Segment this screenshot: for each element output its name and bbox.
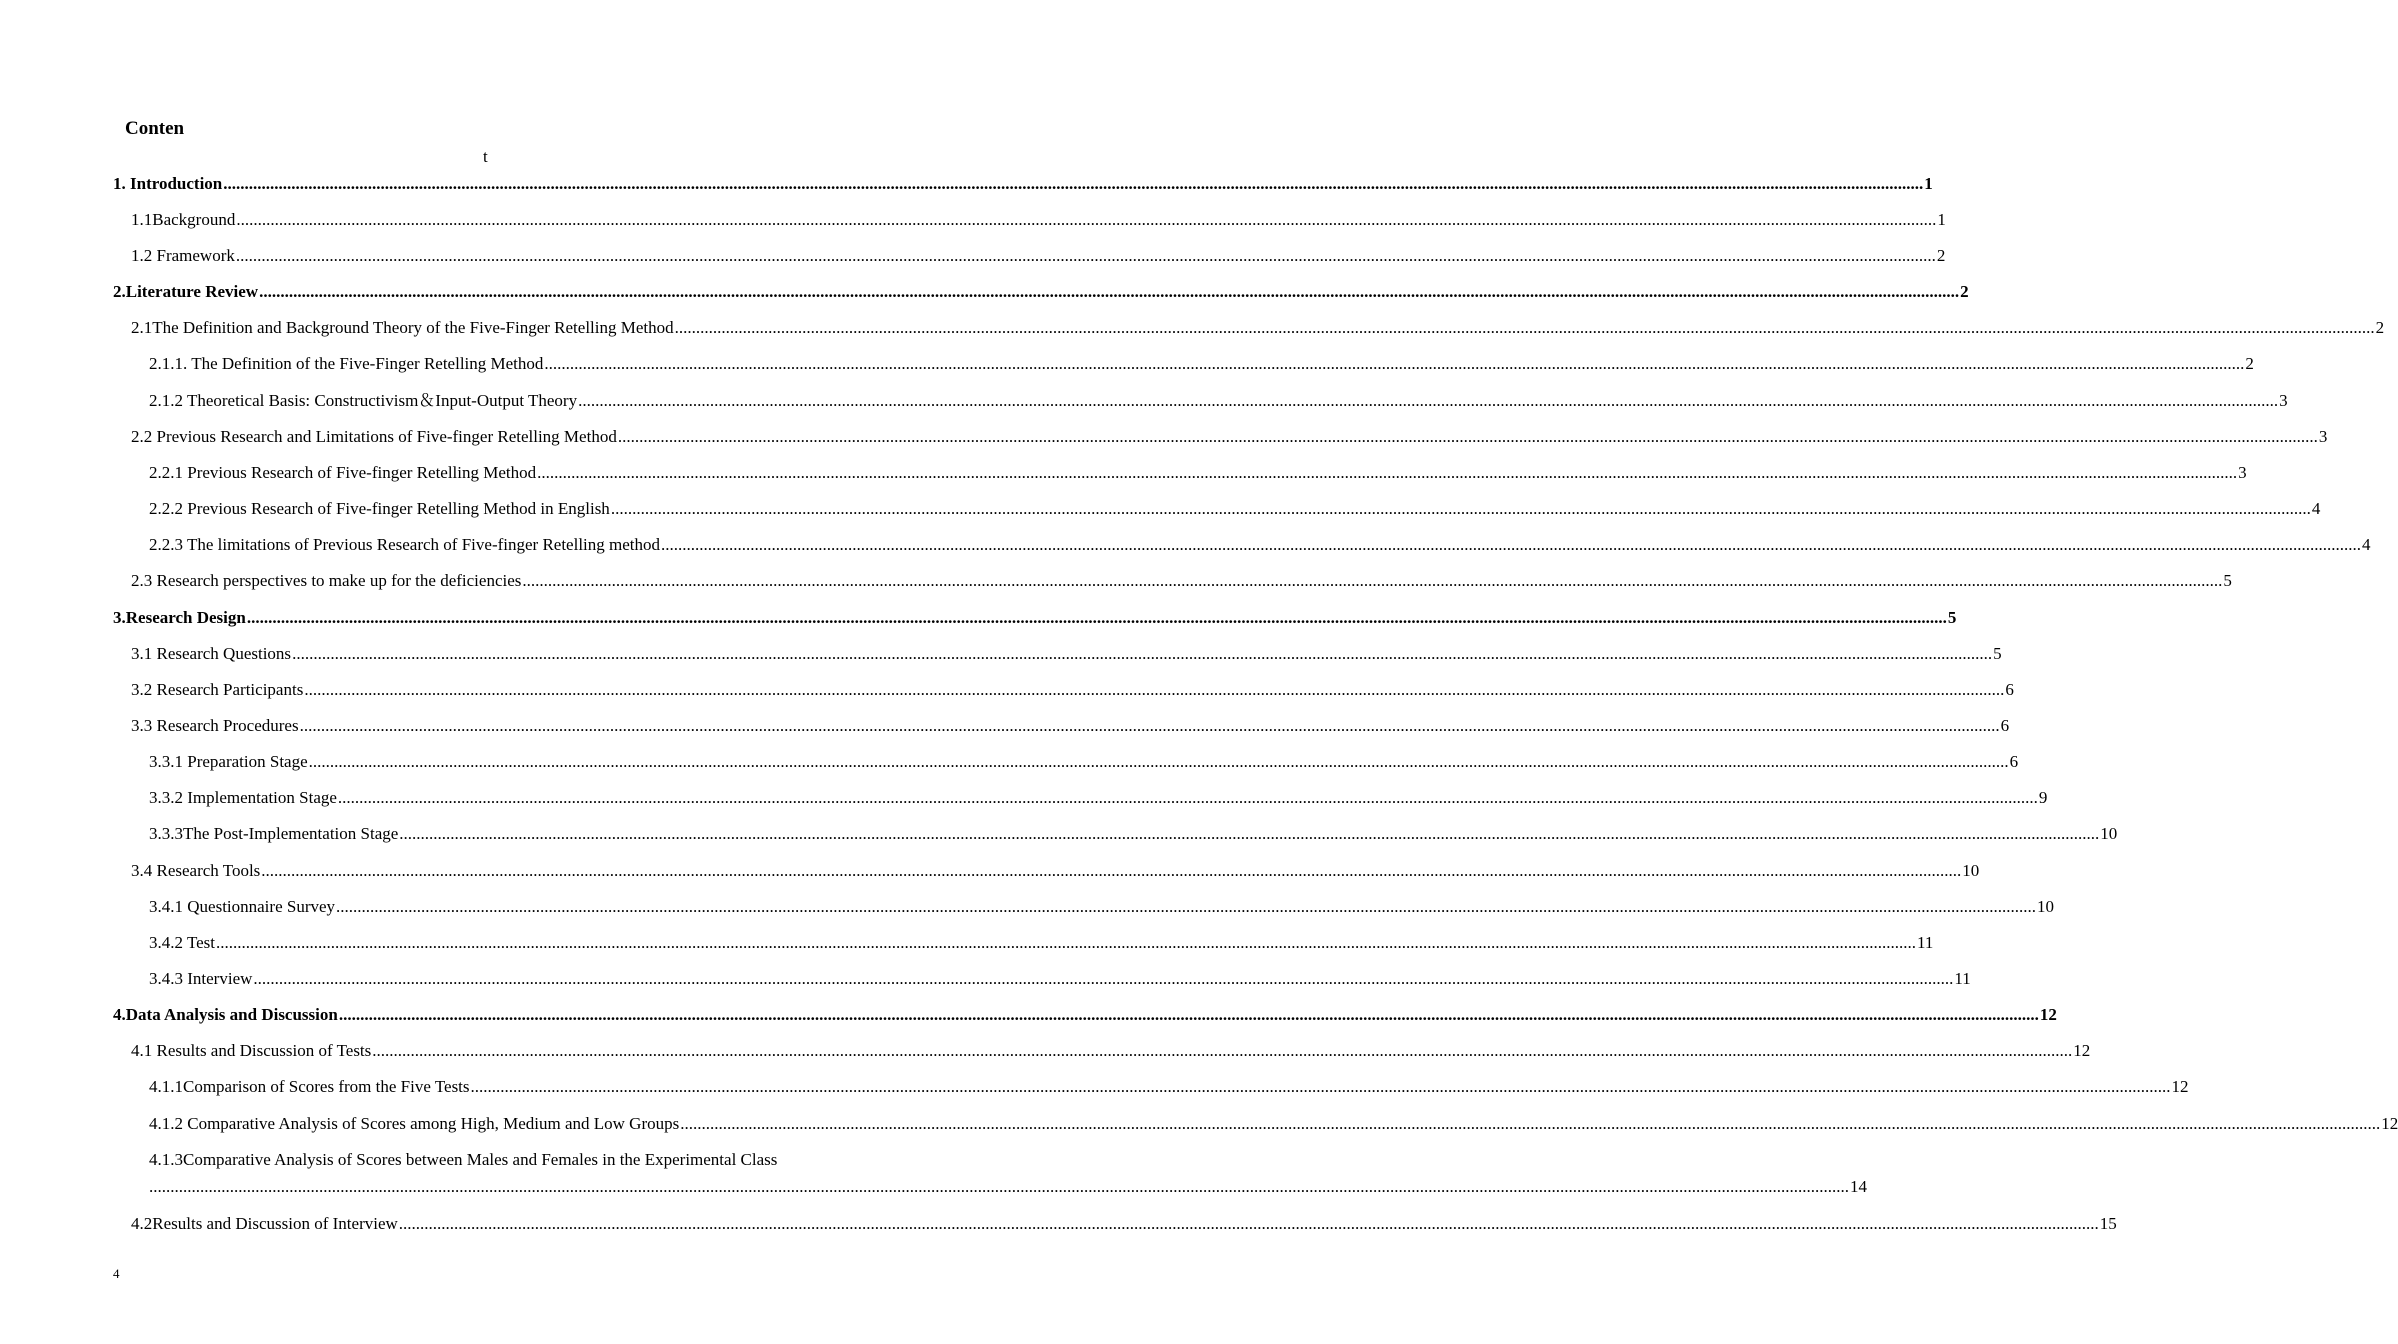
toc-entry[interactable] — [149, 897, 2055, 917]
toc-leader-dots: ................................................................................................................................................................................................................................................................................................................................................................................................................ — [236, 210, 1937, 229]
toc-entry-page: 2 — [2375, 318, 2385, 337]
toc-leader-dots: ................................................................................................................................................................................................................................................................................................................................................................................................................ — [578, 391, 2279, 410]
toc-entry-page: 12 — [2381, 1114, 2398, 1133]
toc-entry-page: 3 — [2238, 463, 2247, 482]
toc-leader-dots: ................................................................................................................................................................................................................................................................................................................................................................................................................ — [544, 354, 2245, 373]
toc-leader-dots: ................................................................................................................................................................................................................................................................................................................................................................................................................ — [336, 897, 2037, 916]
toc-entry-page: 10 — [2100, 824, 2118, 843]
toc-leader-dots: ................................................................................................................................................................................................................................................................................................................................................................................................................ — [399, 824, 2100, 843]
toc-entry-title: 1.2 Framework — [131, 246, 235, 265]
toc-entry-title: 3.4.2 Test — [149, 933, 216, 952]
toc-entry[interactable] — [131, 861, 1980, 881]
toc-entry-title: 2.Literature Review — [113, 282, 259, 301]
toc-entry-title: 3.Research Design — [113, 608, 246, 627]
toc-entry-title: 3.2 Research Participants — [131, 680, 304, 699]
toc-entry[interactable] — [131, 246, 1946, 266]
toc-leader-dots: ................................................................................................................................................................................................................................................................................................................................................................................................................ — [308, 752, 2009, 771]
toc-entry-page: 2 — [2245, 354, 2254, 373]
toc-entry-page: 12 — [2073, 1041, 2091, 1060]
toc-entry-title: 3.3.2 Implementation Stage — [149, 788, 337, 807]
toc-leader-dots: ................................................................................................................................................................................................................................................................................................................................................................................................................ — [522, 571, 2223, 590]
toc-leader-dots: ................................................................................................................................................................................................................................................................................................................................................................................................................ — [610, 499, 2311, 518]
toc-leader-dots: ................................................................................................................................................................................................................................................................................................................................................................................................................ — [338, 1005, 2039, 1024]
toc-entry-title: 3.4.3 Interview — [149, 969, 253, 988]
toc-leader-dots: ................................................................................................................................................................................................................................................................................................................................................................................................................ — [235, 246, 1936, 265]
toc-entry[interactable] — [113, 1005, 2057, 1025]
toc-entry-title: 4.2Results and Discussion of Interview — [131, 1214, 398, 1233]
toc-entry[interactable] — [113, 174, 1933, 194]
toc-leader-dots: ................................................................................................................................................................................................................................................................................................................................................................................................................ — [304, 680, 2005, 699]
toc-entry[interactable] — [149, 969, 1971, 989]
toc-entry-title: 2.1The Definition and Background Theory of the Five-Finger Retelling Method — [131, 318, 674, 337]
toc-entry-title: 2.1.2 Theoretical Basis: Constructivism＆Input-Output Theory — [149, 391, 578, 410]
toc-leader-dots: ................................................................................................................................................................................................................................................................................................................................................................................................................ — [223, 174, 1924, 193]
toc-entry[interactable] — [149, 752, 2019, 772]
toc-entry[interactable] — [113, 282, 1969, 302]
toc-entry-page: 3 — [2279, 391, 2288, 410]
toc-entry-page: 3 — [2318, 427, 2328, 446]
toc-entry-title: 4.1.1Comparison of Scores from the Five Tests — [149, 1077, 470, 1096]
toc-entry-title: 3.3.3The Post-Implementation Stage — [149, 824, 399, 843]
page-number: 4 — [113, 1266, 120, 1281]
toc-entry-title: 2.1.1. The Definition of the Five-Finger Retelling Method — [149, 354, 544, 373]
toc-entry[interactable] — [149, 1150, 1867, 1197]
toc-entry-page: 11 — [1954, 969, 1971, 988]
toc-entry-page: 5 — [2223, 571, 2232, 590]
toc-title: Conten — [125, 118, 185, 139]
toc-entry-title: 1. Introduction — [113, 174, 223, 193]
toc-entry[interactable] — [131, 210, 1946, 230]
toc-entry-page: 1 — [1924, 174, 1933, 193]
toc-entry-page: 5 — [1993, 644, 2002, 663]
toc-entry-title: 3.3.1 Preparation Stage — [149, 752, 308, 771]
toc-entry[interactable] — [131, 571, 2232, 591]
toc-entry-title: 3.3 Research Procedures — [131, 716, 299, 735]
toc-leader-dots: ................................................................................................................................................................................................................................................................................................................................................................................................................ — [661, 535, 2362, 554]
toc-entry[interactable] — [131, 1041, 2091, 1061]
toc-leader-dots: ................................................................................................................................................................................................................................................................................................................................................................................................................ — [470, 1077, 2171, 1096]
toc-entry[interactable] — [149, 1077, 2189, 1097]
toc-entry-continuation — [149, 1177, 1867, 1197]
toc-leader-dots: ................................................................................................................................................................................................................................................................................................................................................................................................................ — [149, 1177, 1849, 1196]
toc-leader-dots: ................................................................................................................................................................................................................................................................................................................................................................................................................ — [292, 644, 1993, 663]
toc-entry[interactable] — [131, 716, 2010, 736]
toc-entry-title: 3.4 Research Tools — [131, 861, 261, 880]
toc-entry-title: 3.4.1 Questionnaire Survey — [149, 897, 336, 916]
toc-entry[interactable] — [131, 427, 2328, 447]
toc-entry[interactable] — [149, 788, 2048, 808]
toc-leader-dots: ................................................................................................................................................................................................................................................................................................................................................................................................................ — [537, 463, 2238, 482]
toc-entry-title: 2.2.1 Previous Research of Five-finger Retelling Method — [149, 463, 537, 482]
toc-entry-page: 15 — [2099, 1214, 2117, 1233]
toc-entry[interactable] — [149, 824, 2118, 844]
toc-entry[interactable] — [149, 499, 2321, 519]
toc-entry-page: 1 — [1937, 210, 1946, 229]
toc-entry-title: 4.1.3Comparative Analysis of Scores between Males and Females in the Experimental Class — [149, 1150, 778, 1169]
toc-entry-title: 1.1Background — [131, 210, 236, 229]
toc-entry-page: 6 — [2000, 716, 2010, 735]
toc-entry[interactable] — [131, 644, 2002, 664]
toc-entry-page: 10 — [2037, 897, 2055, 916]
toc-leader-dots: ................................................................................................................................................................................................................................................................................................................................................................................................................ — [253, 969, 1954, 988]
toc-leader-dots: ................................................................................................................................................................................................................................................................................................................................................................................................................ — [398, 1214, 2099, 1233]
toc-entry-page: 5 — [1947, 608, 1957, 627]
toc-entry[interactable] — [149, 535, 2371, 555]
toc-entry-page: 2 — [1936, 246, 1946, 265]
toc-entry-page: 12 — [2171, 1077, 2189, 1096]
toc-leader-dots: ................................................................................................................................................................................................................................................................................................................................................................................................................ — [299, 716, 2000, 735]
toc-entry-page: 6 — [2009, 752, 2019, 771]
toc-entry-title: 4.1 Results and Discussion of Tests — [131, 1041, 372, 1060]
toc-entry-title: 2.2.3 The limitations of Previous Research of Five-finger Retelling method — [149, 535, 661, 554]
toc-entry-title: 3.1 Research Questions — [131, 644, 292, 663]
toc-entry[interactable] — [149, 391, 2288, 411]
toc-entry-page: 14 — [1850, 1177, 1867, 1196]
toc-entry-page: 4 — [2362, 535, 2371, 554]
toc-entry[interactable] — [149, 463, 2247, 483]
toc-entry-page: 2 — [1960, 282, 1969, 301]
toc-leader-dots: ................................................................................................................................................................................................................................................................................................................................................................................................................ — [680, 1114, 2381, 1133]
toc-entry-page: 11 — [1917, 933, 1934, 952]
toc-entry-title: 2.2 Previous Research and Limitations of Five-finger Retelling Method — [131, 427, 617, 446]
toc-leader-dots: ................................................................................................................................................................................................................................................................................................................................................................................................................ — [337, 788, 2038, 807]
toc-entry-title: 2.3 Research perspectives to make up for the deficiencies — [131, 571, 522, 590]
toc-title-wrap: t — [483, 147, 488, 166]
toc-entry-page: 10 — [1962, 861, 1980, 880]
toc-entry[interactable] — [131, 318, 2385, 338]
toc-entry-page: 12 — [2039, 1005, 2057, 1024]
toc-entry-page: 9 — [2038, 788, 2048, 807]
toc-entry[interactable] — [149, 354, 2254, 374]
toc-entry-page: 6 — [2005, 680, 2014, 699]
toc-leader-dots: ................................................................................................................................................................................................................................................................................................................................................................................................................ — [372, 1041, 2073, 1060]
toc-leader-dots: ................................................................................................................................................................................................................................................................................................................................................................................................................ — [261, 861, 1962, 880]
toc-entry[interactable] — [113, 608, 1957, 628]
toc-leader-dots: ................................................................................................................................................................................................................................................................................................................................................................................................................ — [259, 282, 1960, 301]
toc-entry[interactable] — [131, 1214, 2117, 1234]
toc-leader-dots: ................................................................................................................................................................................................................................................................................................................................................................................................................ — [216, 933, 1917, 952]
toc-entry[interactable] — [149, 1114, 2398, 1134]
toc-entry-title: 2.2.2 Previous Research of Five-finger Retelling Method in English — [149, 499, 610, 518]
toc-entry[interactable] — [149, 933, 1934, 953]
toc-entry-title: 4.Data Analysis and Discussion — [113, 1005, 338, 1024]
toc-entry-title: 4.1.2 Comparative Analysis of Scores among High, Medium and Low Groups — [149, 1114, 680, 1133]
toc-entry[interactable] — [131, 680, 2014, 700]
toc-leader-dots: ................................................................................................................................................................................................................................................................................................................................................................................................................ — [246, 608, 1947, 627]
toc-entry-page: 4 — [2311, 499, 2321, 518]
toc-leader-dots: ................................................................................................................................................................................................................................................................................................................................................................................................................ — [674, 318, 2375, 337]
toc-leader-dots: ................................................................................................................................................................................................................................................................................................................................................................................................................ — [617, 427, 2318, 446]
